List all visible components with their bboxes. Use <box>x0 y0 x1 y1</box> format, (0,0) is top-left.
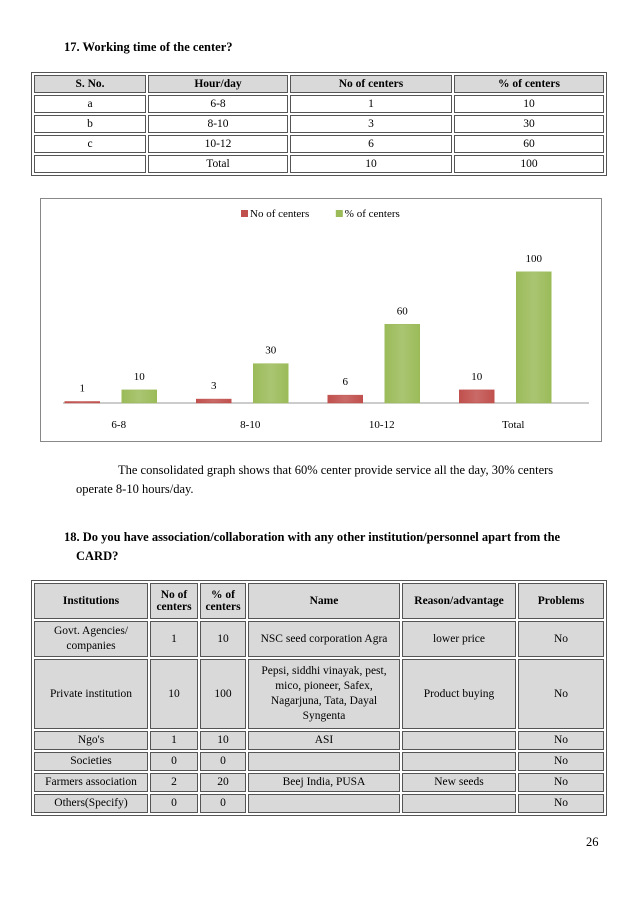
bar-pct-centers <box>516 272 551 403</box>
cell-problems: No <box>518 773 604 792</box>
question-17: 17. Working time of the center? <box>64 40 233 54</box>
col-header-name: Name <box>248 583 400 619</box>
data-label: 10 <box>471 370 483 383</box>
question-18-line-2: CARD? <box>76 549 119 563</box>
cell-institution: Others(Specify) <box>34 794 148 813</box>
cell <box>34 155 146 173</box>
legend-swatch <box>241 210 248 217</box>
table-row <box>34 752 604 771</box>
x-tick-label: 8-10 <box>240 419 261 431</box>
cell: c <box>34 135 146 153</box>
cell-pct: 0 <box>200 752 246 771</box>
cell: Total <box>148 155 288 173</box>
cell-problems: No <box>518 659 604 729</box>
cell-problems: No <box>518 731 604 750</box>
col-header-no-centers <box>150 583 198 619</box>
cell: 30 <box>454 115 604 133</box>
cell-problems: No <box>518 794 604 813</box>
cell-reason: New seeds <box>402 773 516 792</box>
legend-label: % of centers <box>344 208 400 220</box>
bar-no-centers <box>459 390 494 403</box>
page-number: 26 <box>586 835 599 849</box>
header-line: % of <box>211 589 235 601</box>
cell: 10 <box>290 155 452 173</box>
cell-name <box>248 752 400 771</box>
cell-problems: No <box>518 621 604 657</box>
bar-chart-svg <box>41 199 601 441</box>
working-time-table <box>31 72 607 176</box>
cell-line: Pepsi, siddhi vinayak, pest, <box>261 665 387 677</box>
cell-name <box>248 659 400 729</box>
data-label: 30 <box>265 344 277 357</box>
cell: a <box>34 95 146 113</box>
cell-institution: Societies <box>34 752 148 771</box>
table-row-total <box>34 155 604 173</box>
cell-name: Beej India, PUSA <box>248 773 400 792</box>
cell-reason: lower price <box>402 621 516 657</box>
header-line: No of <box>160 589 188 601</box>
cell-pct: 20 <box>200 773 246 792</box>
cell: 6-8 <box>148 95 288 113</box>
table-row <box>34 115 604 133</box>
cell-reason <box>402 752 516 771</box>
col-header-reason: Reason/advantage <box>402 583 516 619</box>
cell-line: mico, pioneer, Safex, <box>275 680 373 692</box>
cell-line: companies <box>66 640 116 652</box>
cell-reason <box>402 794 516 813</box>
cell-reason: Product buying <box>402 659 516 729</box>
x-tick-label: 10-12 <box>368 419 395 431</box>
cell: 6 <box>290 135 452 153</box>
table-row <box>34 621 604 657</box>
cell: 1 <box>290 95 452 113</box>
header-line: centers <box>156 601 192 613</box>
paragraph-line-1: The consolidated graph shows that 60% center provide service all the day, 30% centers <box>118 463 554 477</box>
bar-pct-centers <box>385 324 420 403</box>
table-header-row <box>34 583 604 619</box>
cell: 8-10 <box>148 115 288 133</box>
cell: 60 <box>454 135 604 153</box>
table-row <box>34 95 604 113</box>
table-row <box>34 731 604 750</box>
col-header-hours: Hour/day <box>148 75 288 93</box>
col-header-no-centers: No of centers <box>290 75 452 93</box>
x-tick-label: Total <box>502 419 525 431</box>
col-header-pct-centers: % of centers <box>454 75 604 93</box>
bar-no-centers <box>65 402 100 404</box>
bar-pct-centers <box>253 364 288 403</box>
cell-reason <box>402 731 516 750</box>
data-label: 60 <box>396 305 408 318</box>
col-header-sno: S. No. <box>34 75 146 93</box>
working-time-chart <box>40 198 602 442</box>
data-label: 1 <box>79 382 85 395</box>
cell-institution <box>34 621 148 657</box>
legend-label: No of centers <box>250 208 310 220</box>
cell-line: Govt. Agencies/ <box>53 625 129 637</box>
bar-no-centers <box>196 399 231 403</box>
cell: 10-12 <box>148 135 288 153</box>
cell-problems: No <box>518 752 604 771</box>
col-header-institutions: Institutions <box>34 583 148 619</box>
cell-pct: 0 <box>200 794 246 813</box>
bar-pct-centers <box>122 390 157 403</box>
cell-line: Nagarjuna, Tata, Dayal <box>270 695 378 707</box>
paragraph-line-2: operate 8-10 hours/day. <box>76 482 194 496</box>
legend-swatch <box>336 210 343 217</box>
cell-pct: 10 <box>200 621 246 657</box>
data-label: 6 <box>342 376 348 389</box>
data-label: 100 <box>525 252 542 265</box>
cell-no: 2 <box>150 773 198 792</box>
table-header-row <box>34 75 604 93</box>
table-row <box>34 773 604 792</box>
col-header-pct-centers <box>200 583 246 619</box>
cell: 100 <box>454 155 604 173</box>
cell-no: 1 <box>150 621 198 657</box>
table-row <box>34 794 604 813</box>
bar-no-centers <box>328 395 363 403</box>
cell: 10 <box>454 95 604 113</box>
cell-name: NSC seed corporation Agra <box>248 621 400 657</box>
cell-pct: 10 <box>200 731 246 750</box>
cell-institution: Ngo's <box>34 731 148 750</box>
question-18-line-1: 18. Do you have association/collaboration with any other institution/personnel apart from the <box>64 530 561 544</box>
cell: 3 <box>290 115 452 133</box>
data-label: 3 <box>211 380 217 393</box>
cell-name: ASI <box>248 731 400 750</box>
cell-pct: 100 <box>200 659 246 729</box>
header-line: centers <box>205 601 241 613</box>
cell: b <box>34 115 146 133</box>
x-tick-label: 6-8 <box>111 419 127 431</box>
cell-no: 1 <box>150 731 198 750</box>
data-label: 10 <box>133 370 145 383</box>
cell-institution: Farmers association <box>34 773 148 792</box>
table-row <box>34 659 604 729</box>
cell-no: 0 <box>150 752 198 771</box>
cell-name <box>248 794 400 813</box>
cell-institution: Private institution <box>34 659 148 729</box>
cell-no: 10 <box>150 659 198 729</box>
association-table <box>31 580 607 816</box>
col-header-problems: Problems <box>518 583 604 619</box>
table-row <box>34 135 604 153</box>
cell-no: 0 <box>150 794 198 813</box>
cell-line: Syngenta <box>302 710 346 722</box>
